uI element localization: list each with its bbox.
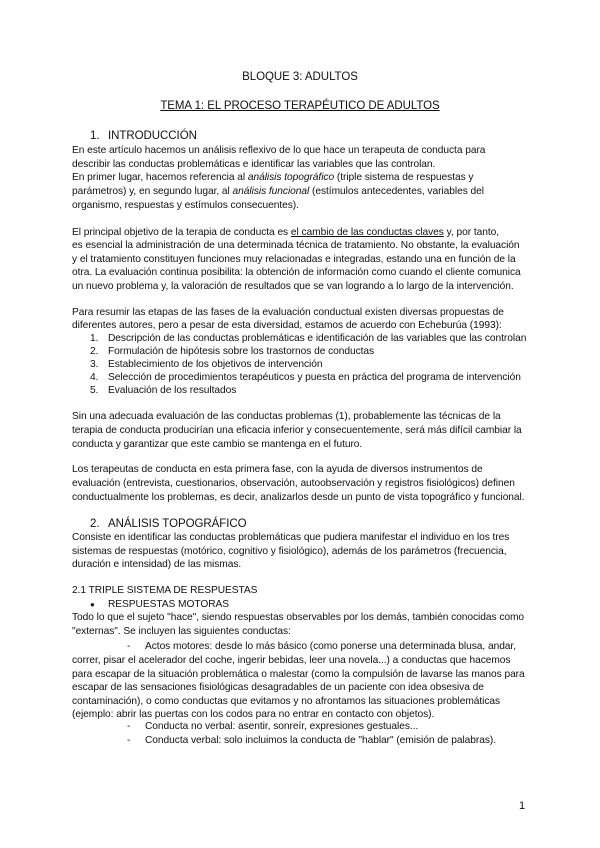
text-line (72, 186, 484, 198)
dash-marker: - (127, 721, 131, 732)
section-number: 2. (90, 518, 100, 530)
text-line: (ejemplo: abrir las puertas con los codos para no entrar en contacto con objetos). (72, 709, 435, 720)
text-run: parámetros) y, en segundo lugar, al (72, 186, 233, 197)
list-item: Selección de procedimientos terapéuticos y puesta en práctica del programa de intervención (108, 372, 521, 383)
text-line: diferentes autores, pero a pesar de esta diversidad, estamos de acuerdo con Echeburúa (1993): (72, 320, 502, 331)
text-line: un nuevo problema y, la valoración de resultados que se van logrando a lo largo de la intervención. (72, 281, 514, 292)
text-run: El principal objetivo de la terapia de conducta es (72, 227, 291, 238)
section-number: 1. (90, 130, 100, 142)
text-line: otra. La evaluación continua posibilita: la obtención de información como cuando el cliente comunica (72, 267, 521, 278)
emphasis-term: análisis funcional (232, 186, 310, 197)
dash-item: Actos motores: desde lo más básico (como ponerse una determinada blusa, andar, (145, 641, 516, 652)
list-item: Formulación de hipótesis sobre los trastornos de conductas (108, 346, 375, 357)
section-heading: ANÁLISIS TOPOGRÁFICO (108, 518, 247, 530)
bullet-icon: ● (90, 600, 95, 609)
list-number: 4. (90, 372, 99, 383)
text-line: describir las conductas problemáticas e identificar las variables que las controlan. (72, 159, 436, 170)
text-line: Para resumir las etapas de las fases de la evaluación conductual existen diversas propuestas de (72, 307, 504, 318)
text-run: (estímulos antecedentes, variables del (309, 186, 484, 197)
text-line: Sin una adecuada evaluación de las conductas problemas (1), probablemente las técnicas de la (72, 411, 501, 422)
dash-marker: - (127, 641, 131, 652)
list-number: 3. (90, 359, 99, 370)
text-line: organismo, respuestas y estímulos consecuentes). (72, 200, 299, 211)
dash-item: Conducta no verbal: asentir, sonreír, expresiones gestuales... (145, 721, 419, 732)
text-line: contaminación), o como conductas que evitamos y no afrontamos las situaciones problemáticas (72, 696, 501, 707)
text-line: es esencial la administración de una determinada técnica de tratamiento. No obstante, la evaluación (72, 240, 520, 251)
block-title: BLOQUE 3: ADULTOS (242, 71, 358, 83)
list-number: 5. (90, 385, 99, 396)
text-line: Los terapeutas de conducta en esta primera fase, con la ayuda de diversos instrumentos de (72, 464, 483, 475)
text-line: En este artículo hacemos un análisis reflexivo de lo que hace un terapeuta de conducta para (72, 145, 486, 156)
text-line: duración e intensidad) de las mismas. (72, 559, 242, 570)
section-heading: INTRODUCCIÓN (108, 130, 197, 142)
subsection-heading: 2.1 TRIPLE SISTEMA DE RESPUESTAS (72, 585, 258, 596)
list-item: Evaluación de los resultados (108, 385, 237, 396)
list-number: 1. (90, 333, 99, 344)
text-line: escapar de las sensaciones fisiológicas desagradables de un paciente con idea obsesiva de (72, 682, 484, 693)
underlined-term: el cambio de las conductas claves (290, 227, 444, 238)
topic-title: TEMA 1: EL PROCESO TERAPÉUTICO DE ADULTOS (160, 100, 440, 112)
text-line: terapia de conducta producirían una eficacia inferior y consecuentemente, será más difícil cambiar la (72, 425, 522, 436)
text-line: evaluación (entrevista, cuestionarios, observación, autoobservación y registros fisiológicos) definen (72, 478, 515, 489)
text-line: y el tratamiento constituyen funciones muy relacionadas e integradas, estando una en función de la (72, 254, 516, 265)
list-item: Descripción de las conductas problemáticas e identificación de las variables que las controlan (108, 333, 527, 344)
text-line: sistemas de respuestas (motórico, cognitivo y fisiológico), además de los parámetros (frecuencia, (72, 546, 507, 557)
dash-item: Conducta verbal: solo incluimos la conducta de "hablar" (emisión de palabras). (145, 735, 497, 746)
text-line: "externas". Se incluyen las siguientes conductas: (72, 626, 291, 637)
text-line: conducta y garantizar que este cambio se mantenga en el futuro. (72, 439, 363, 450)
text-run: (triple sistema de respuestas y (334, 172, 474, 183)
text-line: para escapar de la situación problemática o malestar (como la compulsión de lavarse las manos para (72, 669, 525, 680)
text-run: En primer lugar, hacemos referencia al (72, 172, 248, 183)
text-line (72, 227, 499, 239)
text-run: y, por tanto, (443, 227, 500, 238)
text-line: Consiste en identificar las conductas problemáticas que pudiera manifestar el individuo en los tres (72, 532, 510, 543)
text-line: Todo lo que el sujeto "hace", siendo respuestas observables por los demás, también conocidas como (72, 612, 525, 623)
dash-marker: - (127, 735, 131, 746)
list-number: 2. (90, 346, 99, 357)
list-item: Establecimiento de los objetivos de intervención (108, 359, 323, 370)
emphasis-term: análisis topográfico (247, 172, 335, 183)
bullet-item: RESPUESTAS MOTORAS (108, 599, 229, 610)
page-number: 1 (519, 800, 526, 812)
text-line: correr, pisar el acelerador del coche, ingerir bebidas, leer una novela...) a conductas que hacemos (72, 655, 511, 666)
text-line: conductualmente los problemas, es decir, analizarlos desde un punto de vista topográfico y funcional. (72, 492, 525, 503)
text-line (72, 172, 473, 184)
